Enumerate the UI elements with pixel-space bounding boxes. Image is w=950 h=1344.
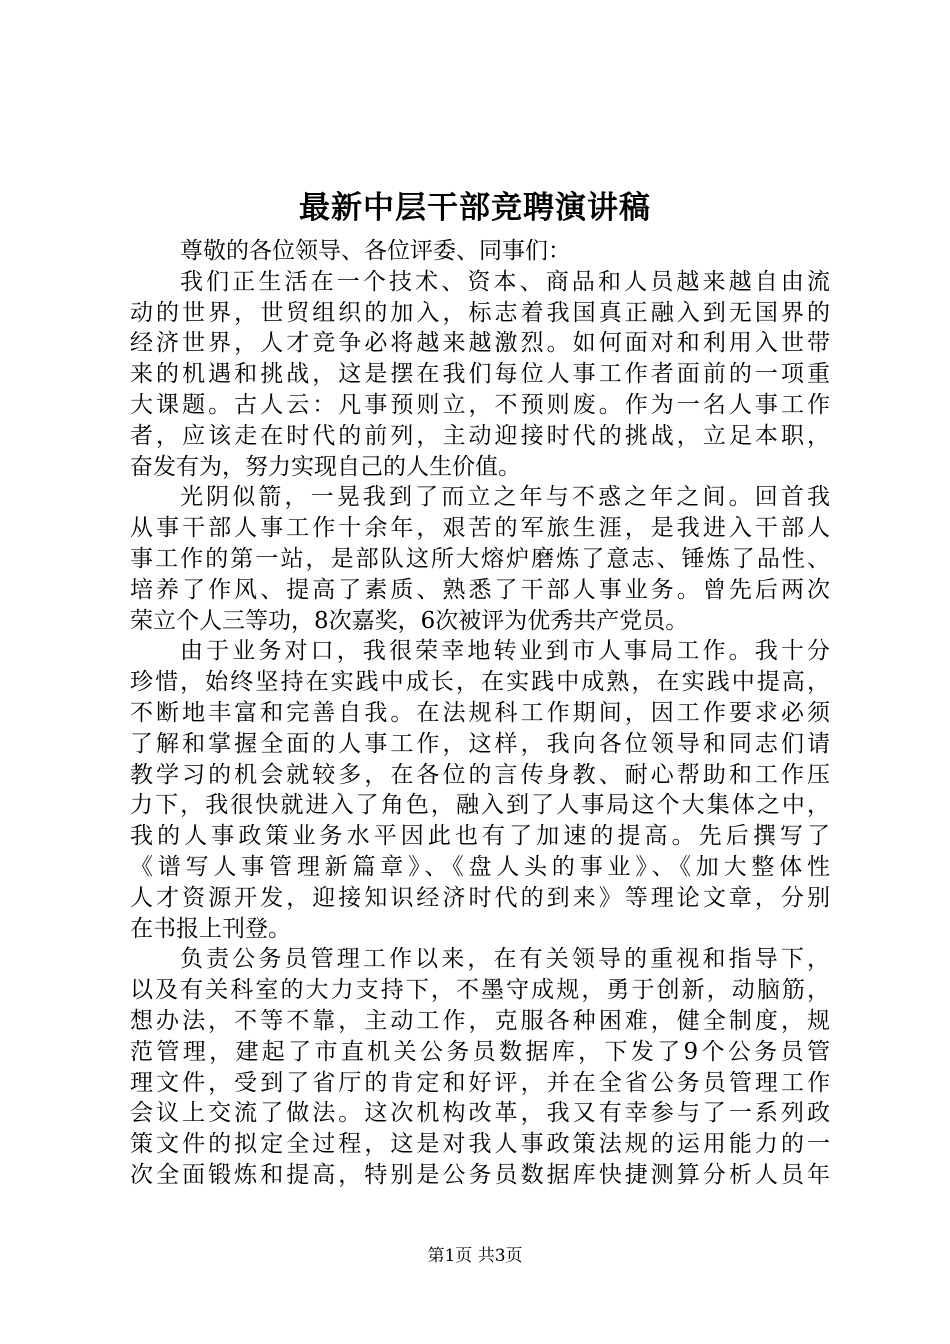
text-line: 负责公务员管理工作以来，在有关领导的重视和指导下， — [180, 946, 830, 973]
text-line: 大课题。古人云：凡事预则立，不预则废。作为一名人事工作 — [130, 391, 830, 418]
text-line: 策文件的拟定全过程，这是对我人事政策法规的运用能力的一 — [130, 1131, 830, 1158]
text-line: 我的人事政策业务水平因此也有了加速的提高。先后撰写了 — [130, 823, 830, 850]
text-line: 由于业务对口，我很荣幸地转业到市人事局工作。我十分 — [180, 638, 830, 665]
text-line: 理文件，受到了省厅的肯定和好评，并在全省公务员管理工作 — [130, 1069, 830, 1096]
text-line: 《谱写人事管理新篇章》、《盘人头的事业》、《加大整体性 — [130, 853, 830, 880]
text-line: 想办法，不等不靠，主动工作，克服各种困难，健全制度，规 — [130, 1007, 830, 1034]
text-line: 以及有关科室的大力支持下，不墨守成规，勇于创新，动脑筋， — [130, 977, 830, 1004]
text-line: 事工作的第一站，是部队这所大熔炉磨炼了意志、锤炼了品性、 — [130, 545, 830, 572]
text-line: 人才资源开发，迎接知识经济时代的到来》等理论文章，分别 — [130, 884, 830, 911]
text-line: 范管理，建起了市直机关公务员数据库，下发了9个公务员管 — [130, 1038, 830, 1065]
text-line: 奋发有为，努力实现自己的人生价值。 — [130, 453, 521, 480]
text-line: 力下，我很快就进入了角色，融入到了人事局这个大集体之中， — [130, 792, 830, 819]
text-line: 者，应该走在时代的前列，主动迎接时代的挑战，立足本职， — [130, 422, 830, 449]
text-line-salutation: 尊敬的各位领导、各位评委、同事们： — [180, 238, 571, 264]
text-line: 从事干部人事工作十余年，艰苦的军旅生涯，是我进入干部人 — [130, 515, 830, 542]
text-line: 动的世界，世贸组织的加入，标志着我国真正融入到无国界的 — [130, 299, 830, 326]
text-line: 光阴似箭，一晃我到了而立之年与不惑之年之间。回首我 — [180, 484, 830, 511]
text-line: 教学习的机会就较多，在各位的言传身教、耐心帮助和工作压 — [130, 761, 830, 788]
document-title: 最新中层干部竞聘演讲稿 — [299, 190, 651, 226]
document-body — [130, 236, 830, 1191]
text-line: 培养了作风、提高了素质、熟悉了干部人事业务。曾先后两次 — [130, 576, 830, 603]
text-line: 了解和掌握全面的人事工作，这样，我向各位领导和同志们请 — [130, 730, 830, 757]
text-line: 来的机遇和挑战，这是摆在我们每位人事工作者面前的一项重 — [130, 361, 830, 388]
text-line: 珍惜，始终坚持在实践中成长，在实践中成熟，在实践中提高， — [130, 669, 830, 696]
text-line: 经济世界，人才竞争必将越来越激烈。如何面对和利用入世带 — [130, 330, 830, 357]
page-footer: 第1页 共3页 — [427, 1246, 523, 1266]
text-line: 在书报上刊登。 — [130, 915, 291, 942]
text-line: 我们正生活在一个技术、资本、商品和人员越来越自由流 — [180, 268, 830, 295]
text-line: 不断地丰富和完善自我。在法规科工作期间，因工作要求必须 — [130, 699, 830, 726]
text-line: 会议上交流了做法。这次机构改革，我又有幸参与了一系列政 — [130, 1100, 830, 1127]
text-line: 荣立个人三等功，8次嘉奖，6次被评为优秀共产党员。 — [130, 607, 689, 634]
text-line: 次全面锻炼和提高，特别是公务员数据库快捷测算分析人员年 — [130, 1161, 830, 1188]
